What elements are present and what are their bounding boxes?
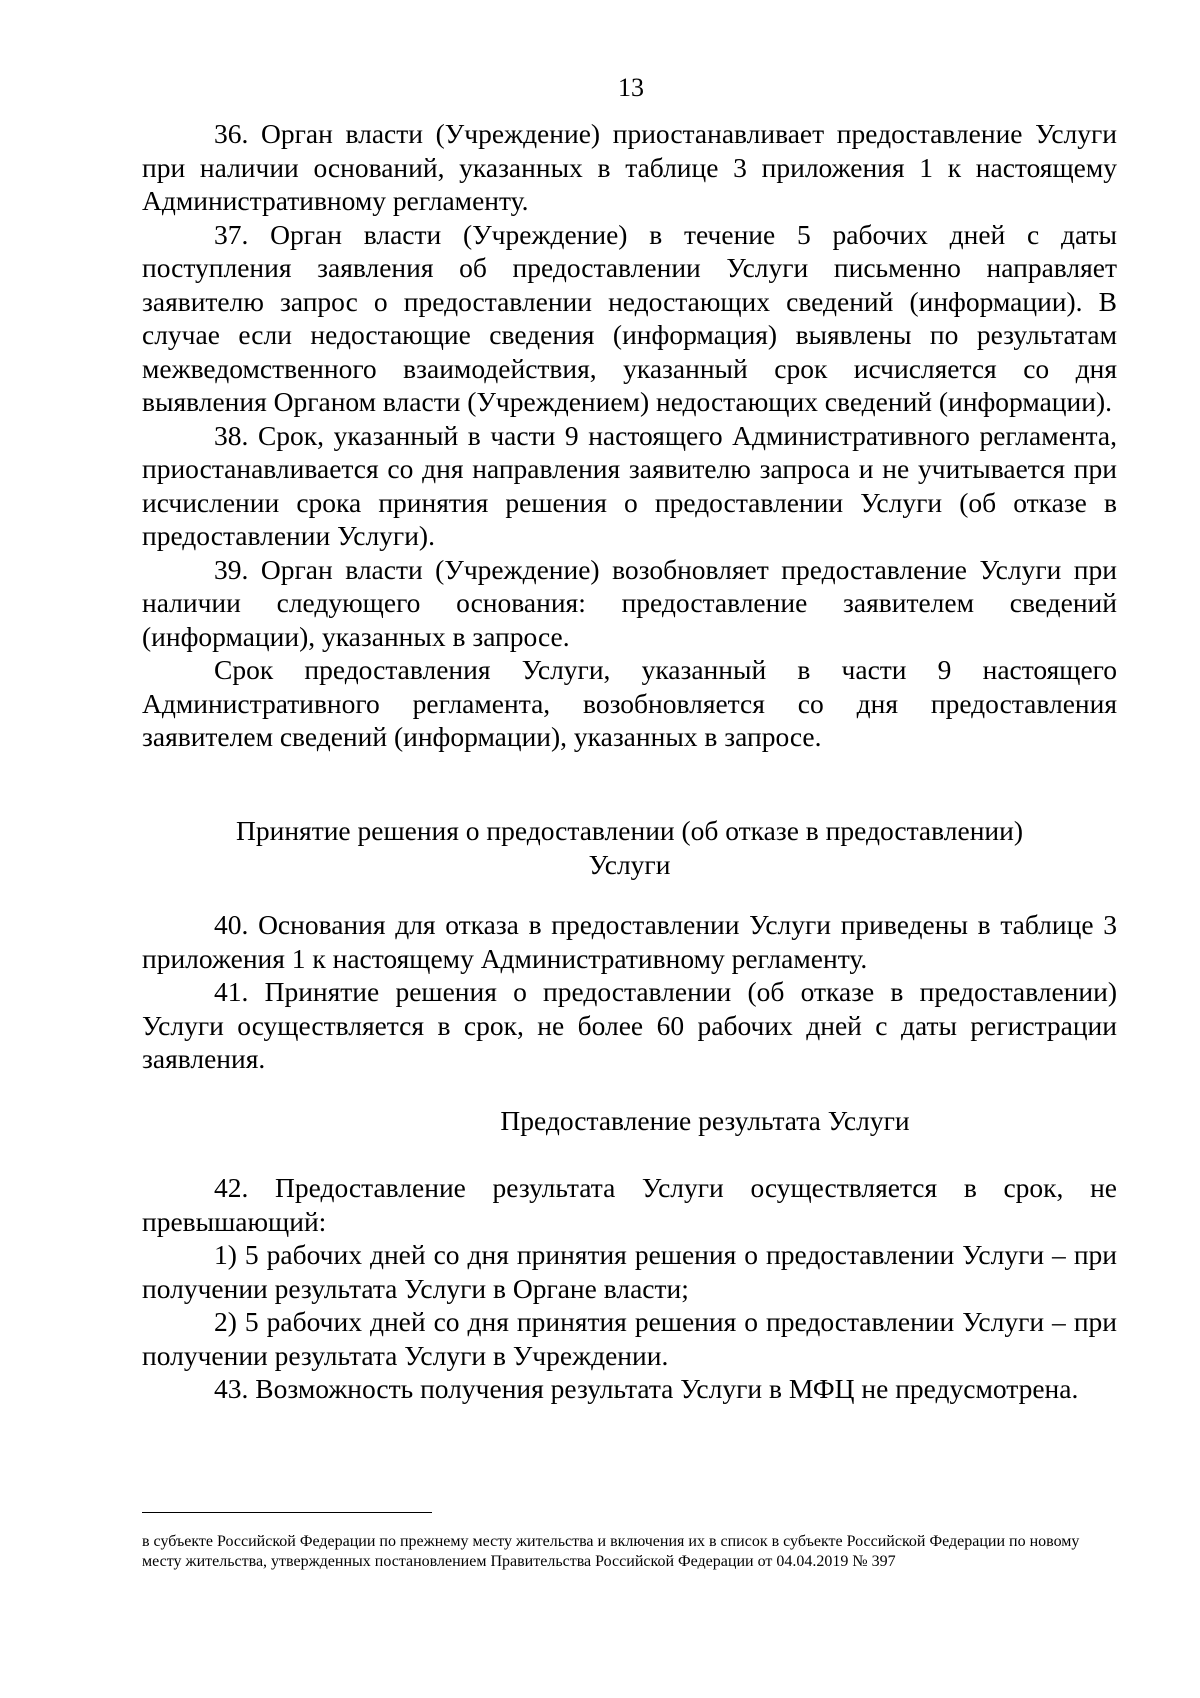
heading-line: Принятие решения о предоставлении (об отказе в предоставлении) (236, 815, 1023, 846)
list-item-2: 2) 5 рабочих дней со дня принятия решения о предоставлении Услуги – при получении результата Услуги в Учреждении. (142, 1306, 1117, 1371)
paragraph-39-term: Срок предоставления Услуги, указанный в части 9 настоящего Административного регламента, возобновляется со дня предоставления заявителем сведений (информации), указанных в запросе. (142, 654, 1117, 752)
text-section-2 (142, 908, 1117, 1076)
paragraph-40: 40. Основания для отказа в предоставлении Услуги приведены в таблице 3 приложения 1 к настоящему Административному регламенту. (142, 909, 1117, 974)
page-number: 13 (618, 73, 644, 102)
text-section-1 (142, 117, 1117, 754)
text-section-3 (142, 1171, 1117, 1406)
paragraph-37: 37. Орган власти (Учреждение) в течение 5 рабочих дней с даты поступления заявления об предоставлении Услуги письменно направляет заявителю запрос о предоставлении недостающих сведений (информации). В случае если недостающие сведения (информация) выявлены по результатам межведомственного взаимодействия, указанный срок исчисляется со дня выявления Органом власти (Учреждением) недостающих сведений (информации). (142, 218, 1117, 417)
paragraph-38: 38. Срок, указанный в части 9 настоящего Административного регламента, приостанавливается со дня направления заявителю запроса и не учитывается при исчислении срока принятия решения о предоставлении Услуги (об отказе в предоставлении Услуги). (142, 419, 1117, 551)
list-item-1: 1) 5 рабочих дней со дня принятия решения о предоставлении Услуги – при получении результата Услуги в Органе власти; (142, 1239, 1117, 1304)
section-heading-decision (142, 814, 1117, 881)
footnote-divider (142, 1512, 432, 1513)
paragraph-43: 43. Возможность получения результата Услуги в МФЦ не предусмотрена. (214, 1373, 1079, 1404)
paragraph-36: 36. Орган власти (Учреждение) приостанавливает предоставление Услуги при наличии оснований, указанных в таблице 3 приложения 1 к настоящему Административному регламенту. (142, 118, 1117, 216)
paragraph-42: 42. Предоставление результата Услуги осуществляется в срок, не превышающий: (142, 1172, 1117, 1237)
heading-line: Услуги (588, 848, 671, 880)
paragraph-39: 39. Орган власти (Учреждение) возобновляет предоставление Услуги при наличии следующего основания: предоставление заявителем сведений (информации), указанных в запросе. (142, 553, 1117, 652)
section-heading-result: Предоставление результата Услуги (500, 1105, 910, 1136)
footnote-text: в субъекте Российской Федерации по прежнему месту жительства и включения их в список в субъекте Российской Федерации по новому месту жительства, утвержденных постановлением Правительства Российской Федерации от 04.04.2019 № 397 (142, 1533, 1080, 1570)
paragraph-41: 41. Принятие решения о предоставлении (об отказе в предоставлении) Услуги осуществляется в срок, не более 60 рабочих дней с даты регистрации заявления. (142, 976, 1117, 1074)
